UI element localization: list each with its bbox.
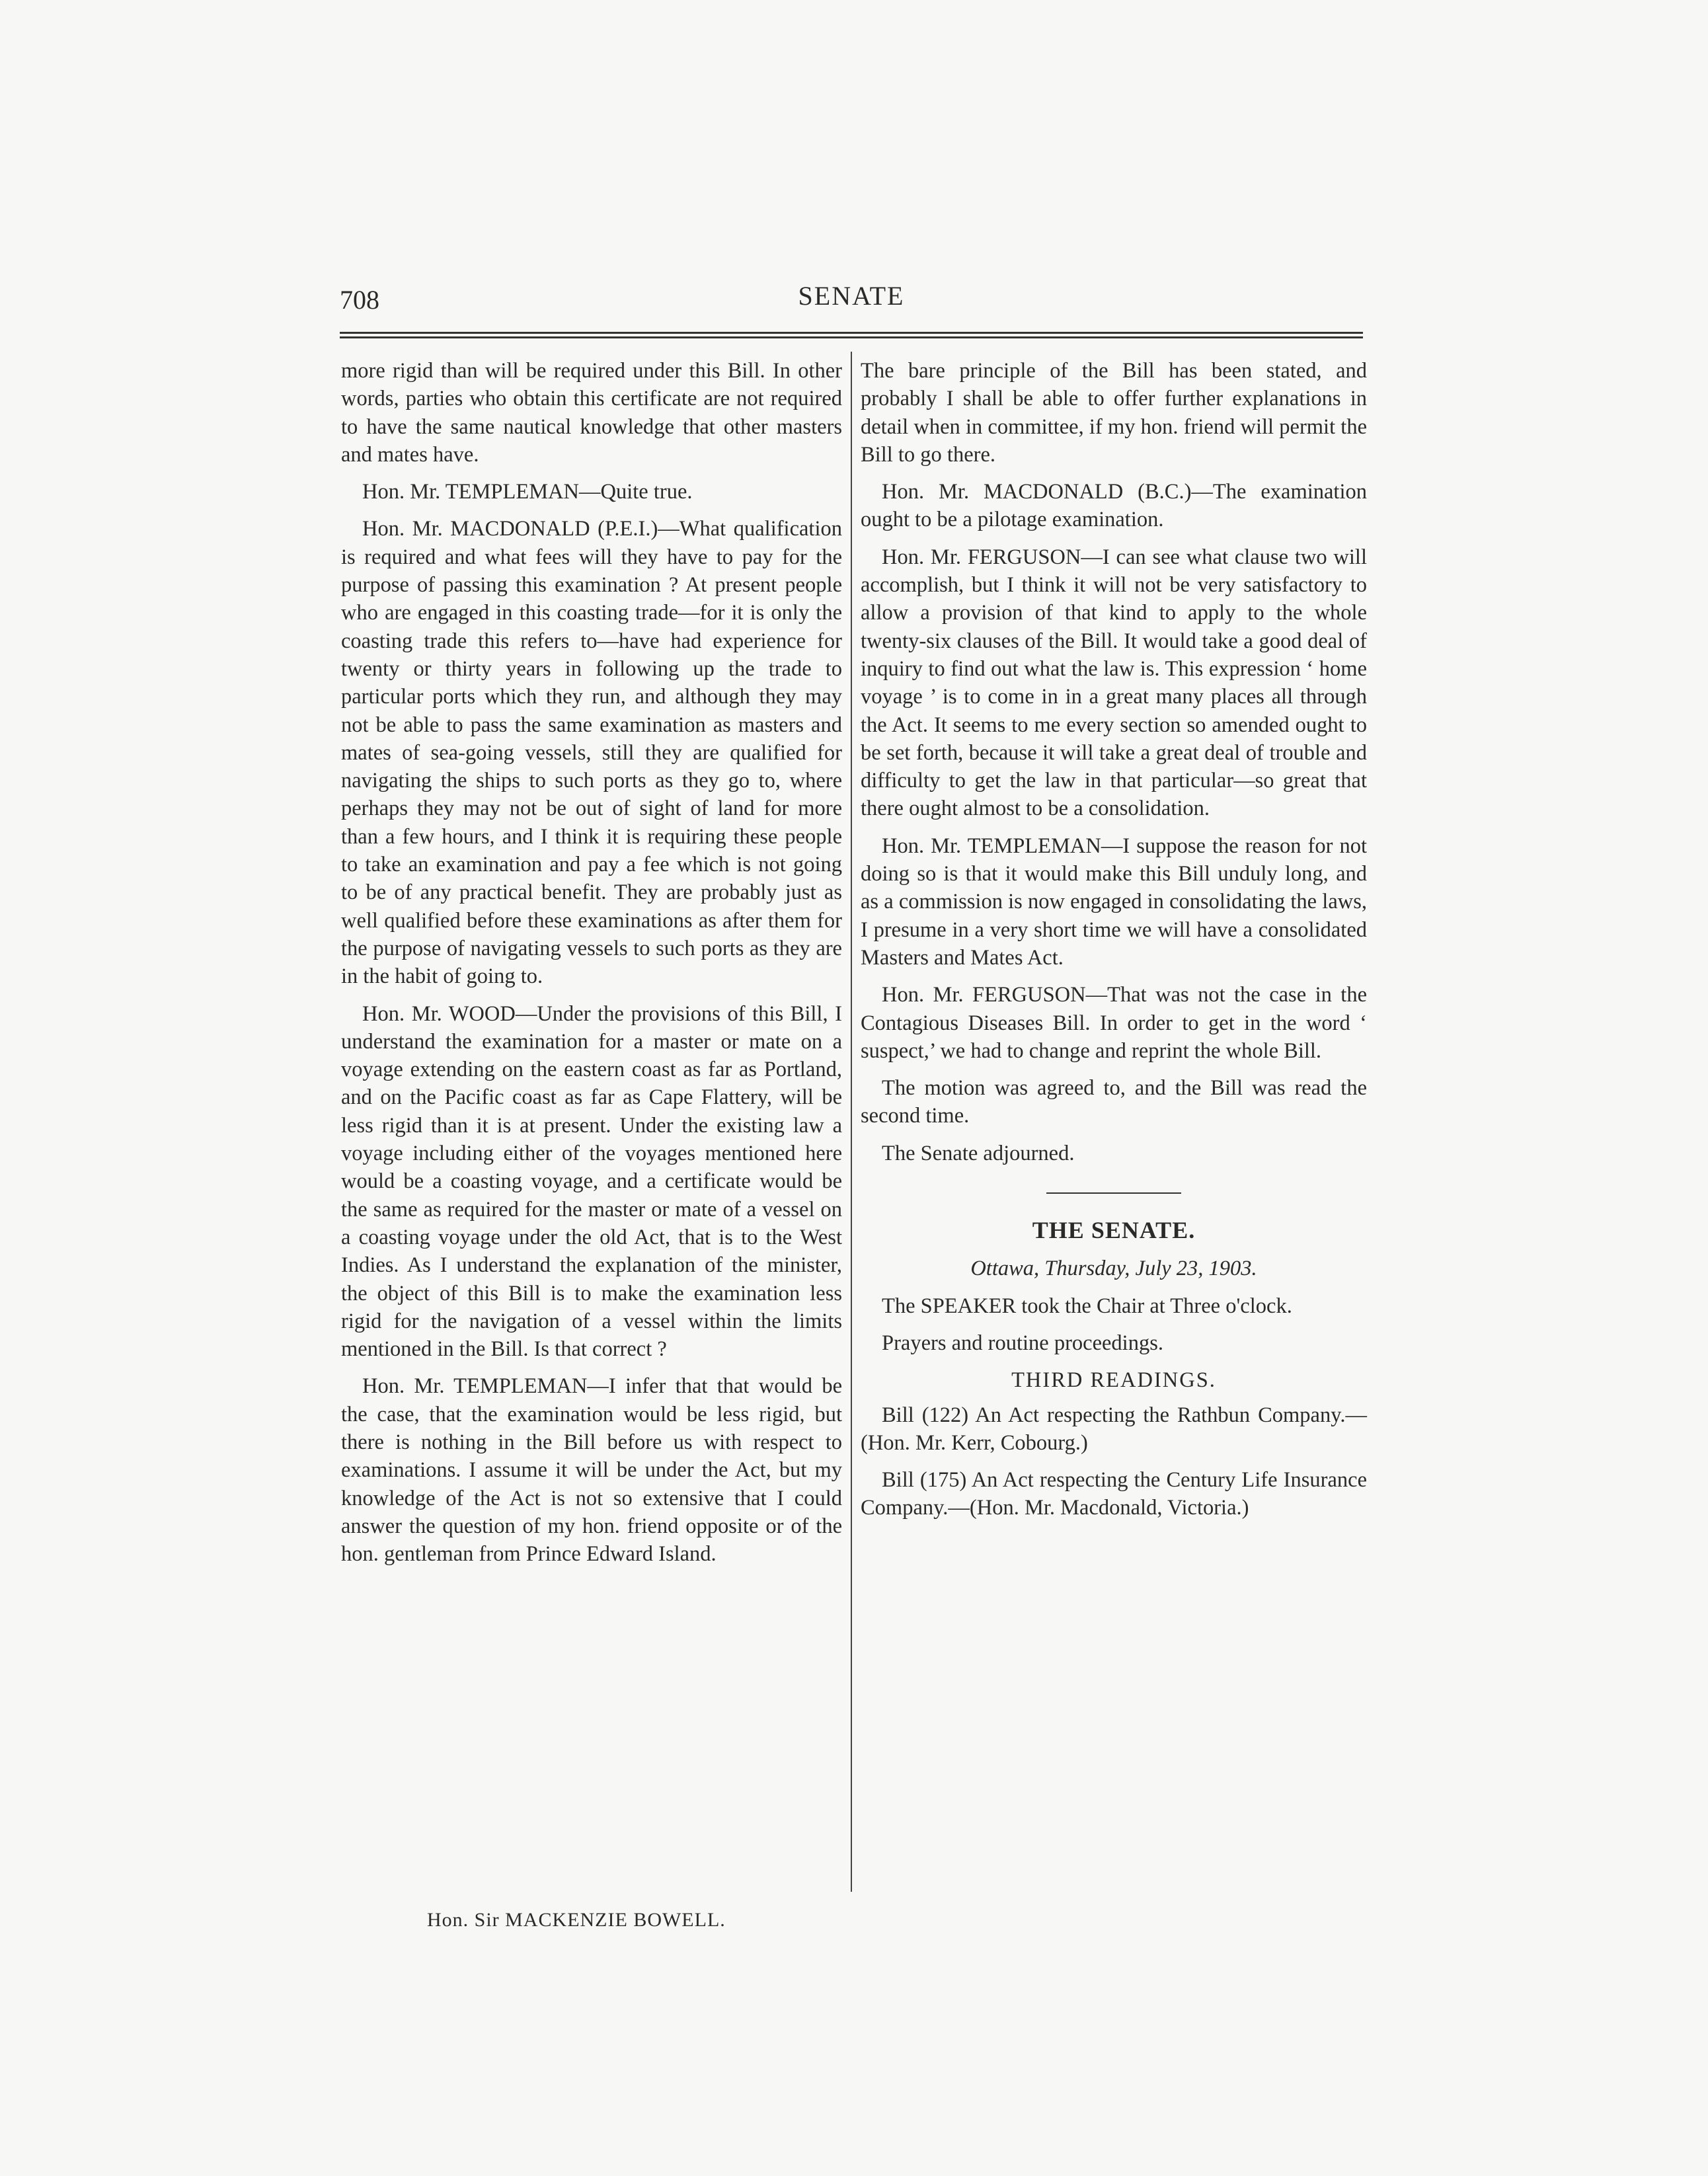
paragraph: Hon. Mr. FERGUSON—I can see what clause two will accomplish, but I think it will not be very satisfactory to allow a provision of that kind to apply to the whole twenty-six clauses of the Bill. It would take a good deal of inquiry to find out what the law is. This expression ‘ home voyage ’ is to come in in a great many places all through the Act. It seems to me every section so amended ought to be set forth, because it will take a great deal of trouble and difficulty to get the law in that particular—so great that there ought almost to be a consolidation. (861, 545, 1367, 821)
paragraph: Hon. Mr. WOOD—Under the provisions of this Bill, I understand the examination for a master or mate on a voyage extending on the eastern coast as far as Portland, and on the Pacific coast as far as Cape Flattery, will be less rigid than it is at present. Under the existing law a voyage including either of the voyages mentioned here would be a coasting voyage, and a certificate would be the same as required for the master or mate of a vessel on a coasting voyage under the old Act, that is to the West Indies. As I understand the explanation of the minister, the object of this Bill is to make the examination less rigid for the navigation of a vessel within the limits mentioned in the Bill. Is that correct ? (341, 1001, 842, 1362)
paragraph: The SPEAKER took the Chair at Three o'clock. (882, 1294, 1292, 1318)
running-head: SENATE (798, 281, 905, 311)
header-double-rule (340, 332, 1363, 338)
paragraph: Hon. Mr. TEMPLEMAN—Quite true. (362, 480, 693, 504)
column-divider (851, 352, 852, 1892)
paragraph: The Senate adjourned. (882, 1141, 1075, 1165)
paragraph: Hon. Mr. MACDONALD (P.E.I.)—What qualification is required and what fees will they have to pay for the purpose of passing this examination ? At present people who are engaged in this coasting trade—for it is only the coasting trade this refers to—have had experience for twenty or thirty years in following up the trade to particular ports which they run, and although they may not be able to pass the same examination as masters and mates of sea-going vessels, still they are qualified for navigating the ships to such ports as they go to, where perhaps they may not be out of sight of land for more than a few hours, and I think it is requiring these people to take an examination and pay a fee which is not going to be of any practical benefit. They are probably just as well qualified before these examinations as after them for the purpose of navigating vessels to such ports as they are in the habit of going to. (341, 517, 842, 989)
page-header (340, 278, 1363, 324)
section-title: THE SENATE. (1032, 1217, 1196, 1244)
paragraph: Prayers and routine proceedings. (882, 1331, 1163, 1355)
paragraph: Hon. Mr. MACDONALD (B.C.)—The examination ought to be a pilotage examination. (861, 480, 1367, 532)
page-number: 708 (340, 285, 379, 315)
paragraph: Hon. Mr. FERGUSON—That was not the case in the Contagious Diseases Bill. In order to get in the word ‘ suspect,’ we had to change and reprint the whole Bill. (861, 983, 1367, 1063)
left-column (341, 357, 842, 1577)
paragraph: Hon. Mr. TEMPLEMAN—I infer that that would be the case, that the examination would be less rigid, but there is nothing in the Bill before us with respect to examinations. I assume it will be under the Act, but my knowledge of the Act is not so extensive that I could answer the question of my hon. friend opposite or of the hon. gentleman from Prince Edward Island. (341, 1374, 842, 1567)
catchword: Hon. Sir MACKENZIE BOWELL. (427, 1909, 726, 1931)
paragraph: Hon. Mr. TEMPLEMAN—I suppose the reason for not doing so is that it would make this Bill unduly long, and as a commission is now engaged in consolidating the laws, I presume in a very short time we will have a consolidated Masters and Mates Act. (861, 834, 1367, 970)
paragraph: Bill (175) An Act respecting the Century Life Insurance Company.—(Hon. Mr. Macdonald, Victoria.) (861, 1468, 1367, 1520)
dateline: Ottawa, Thursday, July 23, 1903. (970, 1257, 1257, 1281)
section-separator-rule (1046, 1192, 1181, 1194)
paragraph: The motion was agreed to, and the Bill was read the second time. (861, 1076, 1367, 1128)
paragraph: The bare principle of the Bill has been stated, and probably I shall be able to offer further explanations in detail when in committee, if my hon. friend will permit the Bill to go there. (861, 359, 1367, 467)
right-column (861, 357, 1367, 1532)
subheading: THIRD READINGS. (1011, 1368, 1216, 1393)
paragraph: more rigid than will be required under this Bill. In other words, parties who obtain this certificate are not required to have the same nautical knowledge that other masters and mates have. (341, 359, 842, 467)
paragraph: Bill (122) An Act respecting the Rathbun Company.—(Hon. Mr. Kerr, Cobourg.) (861, 1403, 1367, 1455)
